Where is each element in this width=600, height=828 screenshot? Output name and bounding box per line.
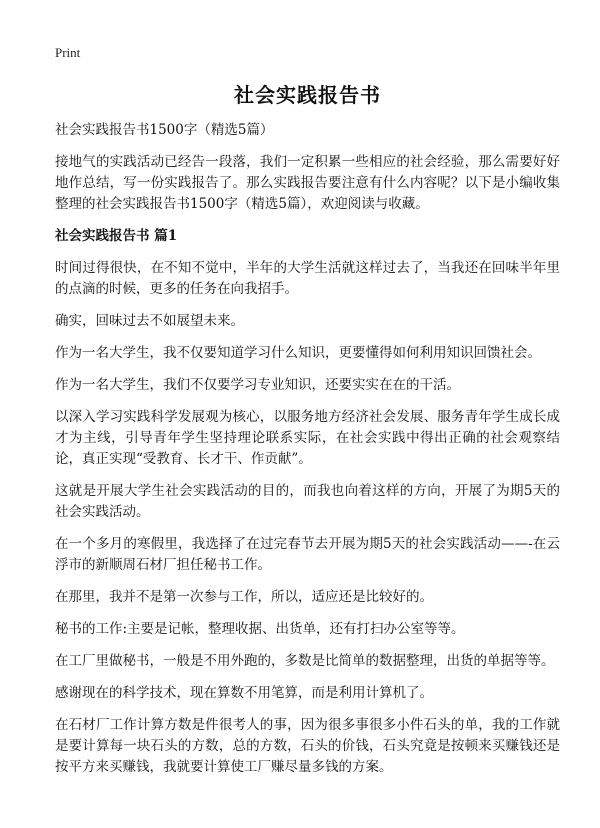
body-paragraph: 作为一名大学生，我们不仅要学习专业知识，还要实实在在的干活。 [55,377,460,393]
body-paragraph: 在工厂里做秘书，一般是不用外跑的，多数是比简单的数据整理，出货的单据等等。 [55,653,555,669]
body-paragraph: 这就是开展大学生社会实践活动的目的，而我也向着这样的方向，开展了为期5天的社会实践活动。 [55,483,560,520]
intro-paragraph: 接地气的实践活动已经告一段落，我们一定积累一些相应的社会经验，那么需要好好地作总结，写一份实践报告了。那么实践报告要注意有什么内容呢？以下是小编收集整理的社会实践报告书1500字（精选5篇），欢迎阅读与收藏。 [55,154,560,212]
document-title: 社会实践报告书 [234,83,381,107]
body-paragraph: 秘书的工作:主要是记帐，整理收据、出货单，还有打扫办公室等等。 [55,621,465,637]
section-heading: 社会实践报告书 篇1 [55,228,178,244]
body-paragraph: 作为一名大学生，我不仅要知道学习什么知识，更要懂得如何利用知识回馈社会。 [55,345,541,361]
body-paragraph: 时间过得很快，在不知不觉中，半年的大学生活就这样过去了，当我还在回味半年里的点滴的时候，更多的任务在向我招手。 [55,260,560,297]
body-paragraph: 在石材厂工作计算方数是件很考人的事，因为很多事很多小件石头的单，我的工作就是要计算每一块石头的方数，总的方数，石头的价钱，石头究竟是按顿来买赚钱还是按平方来买赚钱，我就要计算使工厂赚尽量多钱的方案。 [55,717,560,775]
body-paragraph: 感谢现在的科学技术，现在算数不用笔算，而是利用计算机了。 [55,685,433,701]
print-link[interactable]: Print [55,45,81,60]
document-subtitle: 社会实践报告书1500字（精选5篇） [55,122,274,138]
body-paragraph: 在那里，我并不是第一次参与工作，所以，适应还是比较好的。 [55,589,433,605]
body-paragraph: 确实，回味过去不如展望未来。 [55,313,244,329]
body-paragraph: 以深入学习实践科学发展观为核心，以服务地方经济社会发展、服务青年学生成长成才为主线，引导青年学生坚持理论联系实际，在社会实践中得出正确的社会观察结论，真正实现“受教育、长才干、作贡献”。 [55,409,560,467]
body-paragraph: 在一个多月的寒假里，我选择了在过完春节去开展为期5天的社会实践活动——-在云浮市的新顺周石材厂担任秘书工作。 [55,536,560,573]
